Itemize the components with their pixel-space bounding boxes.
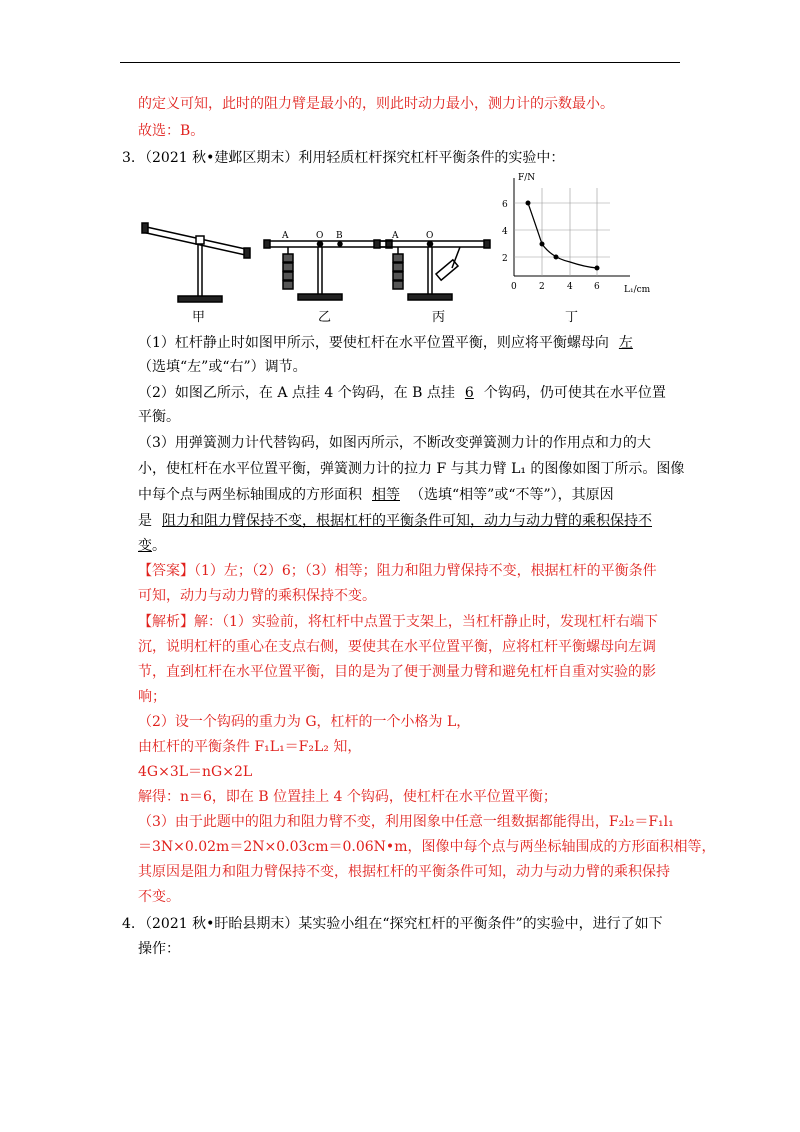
figure-bing (374, 240, 490, 300)
figure-jia (142, 223, 250, 302)
q3-answer-4: 阻力和阻力臂保持不变，根据杠杆的平衡条件可知，动力与动力臂的乘积保持不 (162, 513, 652, 529)
analysis-line-6: 由杠杆的平衡条件 F₁L₁＝F₂L₂ 知， (138, 739, 362, 755)
q3-number: 3. (122, 150, 136, 166)
q3-part1-b: （选填“左”或“右”）调节。 (138, 359, 307, 375)
label-o-bing: O (426, 231, 434, 241)
q3-stem: （2021 秋•建邺区期末）利用轻质杠杆探究杠杆平衡条件的实验中： (138, 150, 565, 166)
q3-answer-1: 左 (618, 335, 633, 351)
xtick-0: 0 (511, 282, 517, 292)
q3-part3-d: 是 阻力和阻力臂保持不变，根据杠杆的平衡条件可知，动力与动力臂的乘积保持不 (138, 511, 662, 531)
analysis-line-3: 节，直到杠杆在水平位置平衡，目的是为了便于测量力臂和避免杠杆自重对实验的影 (138, 664, 656, 680)
continuation-line-1: 的定义可知，此时的阻力臂是最小的，则此时动力最小，测力计的示数最小。 (138, 96, 614, 112)
ytick-4: 4 (502, 227, 508, 237)
q3-part2-c: 平衡。 (138, 409, 180, 425)
q4-number: 4. (122, 916, 136, 932)
analysis-line-9: （3）由于此题中的阻力和阻力臂不变，利用图象中任意一组数据都能得出，F₂l₂＝F₁l₁ (138, 814, 674, 830)
analysis-line-4: 响； (138, 689, 166, 705)
q3-part1: （1）杠杆静止时如图甲所示，要使杠杆在水平位置平衡，则应将平衡螺母向 左 (138, 333, 643, 353)
caption-jia: 甲 (192, 310, 206, 325)
answer-line-1: 【答案】（1）左；（2）6；（3）相等；阻力和阻力臂保持不变，根据杠杆的平衡条件 (138, 563, 657, 579)
q4-stem-1: （2021 秋•盱眙县期末）某实验小组在“探究杠杆的平衡条件”的实验中，进行了如下 (138, 916, 663, 932)
q3-answer-2: 6 (464, 385, 474, 401)
q3-part3-c: 中每个点与两坐标轴围成的方形面积 相等 （选填“相等”或“不等”），其原因 (138, 487, 614, 503)
graph-ylabel: F/N (518, 173, 536, 183)
label-o-yi: O (316, 231, 324, 241)
q3-part3-b: 小，使杠杆在水平位置平衡，弹簧测力计的拉力 F 与其力臂 L₁ 的图像如图丁所示。图像 (138, 461, 685, 477)
ytick-2: 2 (502, 254, 508, 264)
answer-line-2: 可知，动力与动力臂的乘积保持不变。 (138, 588, 376, 604)
analysis-line-7: 4G×3L＝nG×2L (138, 764, 253, 780)
label-b-yi: B (336, 231, 343, 241)
q3-part3-a: （3）用弹簧测力计代替钩码，如图丙所示，不断改变弹簧测力计的作用点和力的大 (138, 435, 651, 451)
analysis-line-1: 【解析】解：（1）实验前，将杠杆中点置于支架上，当杠杆静止时，发现杠杆右端下 (138, 614, 658, 630)
analysis-line-12: 不变。 (138, 889, 180, 905)
caption-bing: 丙 (432, 310, 446, 325)
analysis-line-5: （2）设一个钩码的重力为 G，杠杆的一个小格为 L， (138, 714, 471, 730)
q4-stem-2: 操作： (138, 941, 180, 957)
q3-answer-3: 相等 (372, 487, 400, 503)
analysis-line-11: 其原因是阻力和阻力臂保持不变，根据杠杆的平衡条件可知，动力与动力臂的乘积保持 (138, 864, 670, 880)
caption-ding: 丁 (565, 310, 579, 325)
xtick-4: 4 (567, 282, 573, 292)
continuation-line-2: 故选：B。 (138, 123, 205, 139)
q3-figures (130, 168, 670, 328)
q3-part3-e: 变。 (138, 538, 166, 554)
q3-part2: （2）如图乙所示，在 A 点挂 4 个钩码，在 B 点挂 6 个钩码，仍可使其在水平位置 (138, 385, 666, 401)
label-a-yi: A (282, 231, 289, 241)
header-rule (120, 62, 680, 63)
analysis-line-2: 沉，说明杠杆的重心在支点右侧，要使其在水平位置平衡，应将杠杆平衡螺母向左调 (138, 639, 656, 655)
graph-xlabel: L₁/cm (624, 285, 651, 295)
figure-yi (264, 240, 392, 300)
xtick-6: 6 (594, 282, 600, 292)
caption-yi: 乙 (318, 310, 332, 325)
ytick-6: 6 (502, 200, 508, 210)
figure-ding-graph (514, 178, 630, 276)
analysis-line-8: 解得：n＝6，即在 B 位置挂上 4 个钩码，使杠杆在水平位置平衡； (138, 789, 557, 805)
analysis-line-10: ＝3N×0.02m＝2N×0.03cm＝0.06N•m，图像中每个点与两坐标轴围成的方形面积相等， (138, 839, 716, 855)
xtick-2: 2 (539, 282, 545, 292)
label-a-bing: A (392, 231, 399, 241)
